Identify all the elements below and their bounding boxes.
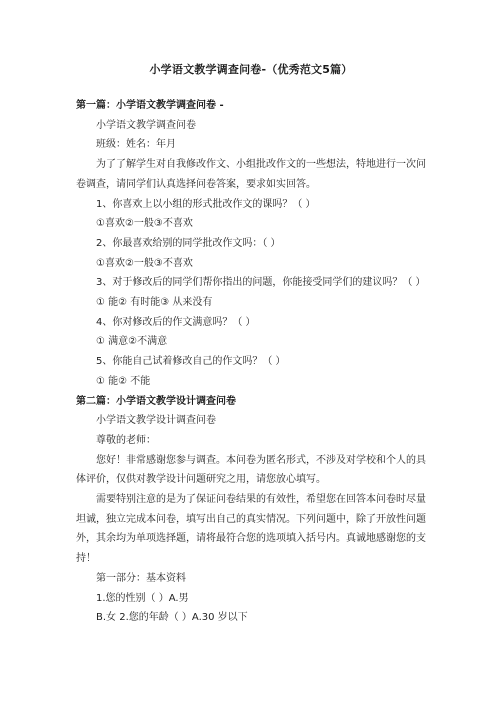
question-5-options: ① 能② 不能: [96, 375, 151, 387]
section-2: [76, 392, 426, 628]
question-4-options: ① 满意②不满意: [96, 336, 168, 348]
section-1-heading: 第一篇：小学语文教学调查问卷 -: [76, 100, 224, 111]
question-2-options: ①喜欢②一般③不喜欢: [96, 257, 193, 269]
question-4: 4、你对修改后的作文满意吗？（ ）: [96, 316, 256, 328]
section-2-paragraph-1: 您好！非常感谢您参与调查。本问卷为匿名形式，不涉及对学校和个人的具体评价，仅供对教学设计问题研究之用，请您放心填写。: [76, 454, 426, 486]
question-3: 3、对于修改后的同学们帮你指出的问题，你能接受同学们的建议吗？（ ）: [96, 277, 426, 289]
section-1-subtitle: 小学语文教学调查问卷: [96, 119, 196, 131]
question-3-options: ① 能② 有时能③ 从来没有: [96, 297, 213, 309]
basic-info-item-2: B.女 2.您的年龄（ ）A.30 岁以下: [96, 612, 248, 624]
part-1-heading: 第一部分：基本资料: [96, 572, 186, 584]
question-5: 5、你能自己试着修改自己的作文吗？（ ）: [96, 356, 286, 368]
section-2-heading: 第二篇：小学语文教学设计调查问卷: [76, 395, 236, 407]
question-2: 2、你最喜欢给别的同学批改作文吗：（ ）: [96, 237, 281, 249]
greeting: 尊敬的老师：: [96, 434, 156, 446]
section-2-paragraph-2: 需要特别注意的是为了保证问卷结果的有效性，希望您在回答本问卷时尽量坦诚，独立完成本问卷，填写出自己的真实情况。下列问题中，除了开放性问题外，其余均为单项选择题，请将最符合您的选项填入括号内。真诚地感谢您的支持！: [76, 494, 426, 565]
question-1-options: ①喜欢②一般③不喜欢: [96, 218, 193, 230]
class-name-line: 班级：姓名：年月: [96, 139, 176, 151]
section-1-intro: 为了了解学生对自我修改作文、小组批改作文的一些想法，特地进行一次问卷调查，请同学们认真选择问卷答案，要求如实回答。: [76, 159, 426, 190]
document-title: 小学语文教学调查问卷-（优秀范文5篇）: [149, 63, 353, 76]
basic-info-item-1: 1.您的性别（ ）A.男: [96, 592, 189, 604]
section-2-subtitle: 小学语文教学设计调查问卷: [96, 415, 216, 427]
question-1: 1、你喜欢上以小组的形式批改作文的课吗？（ ）: [96, 198, 316, 210]
section-1: [76, 96, 426, 392]
